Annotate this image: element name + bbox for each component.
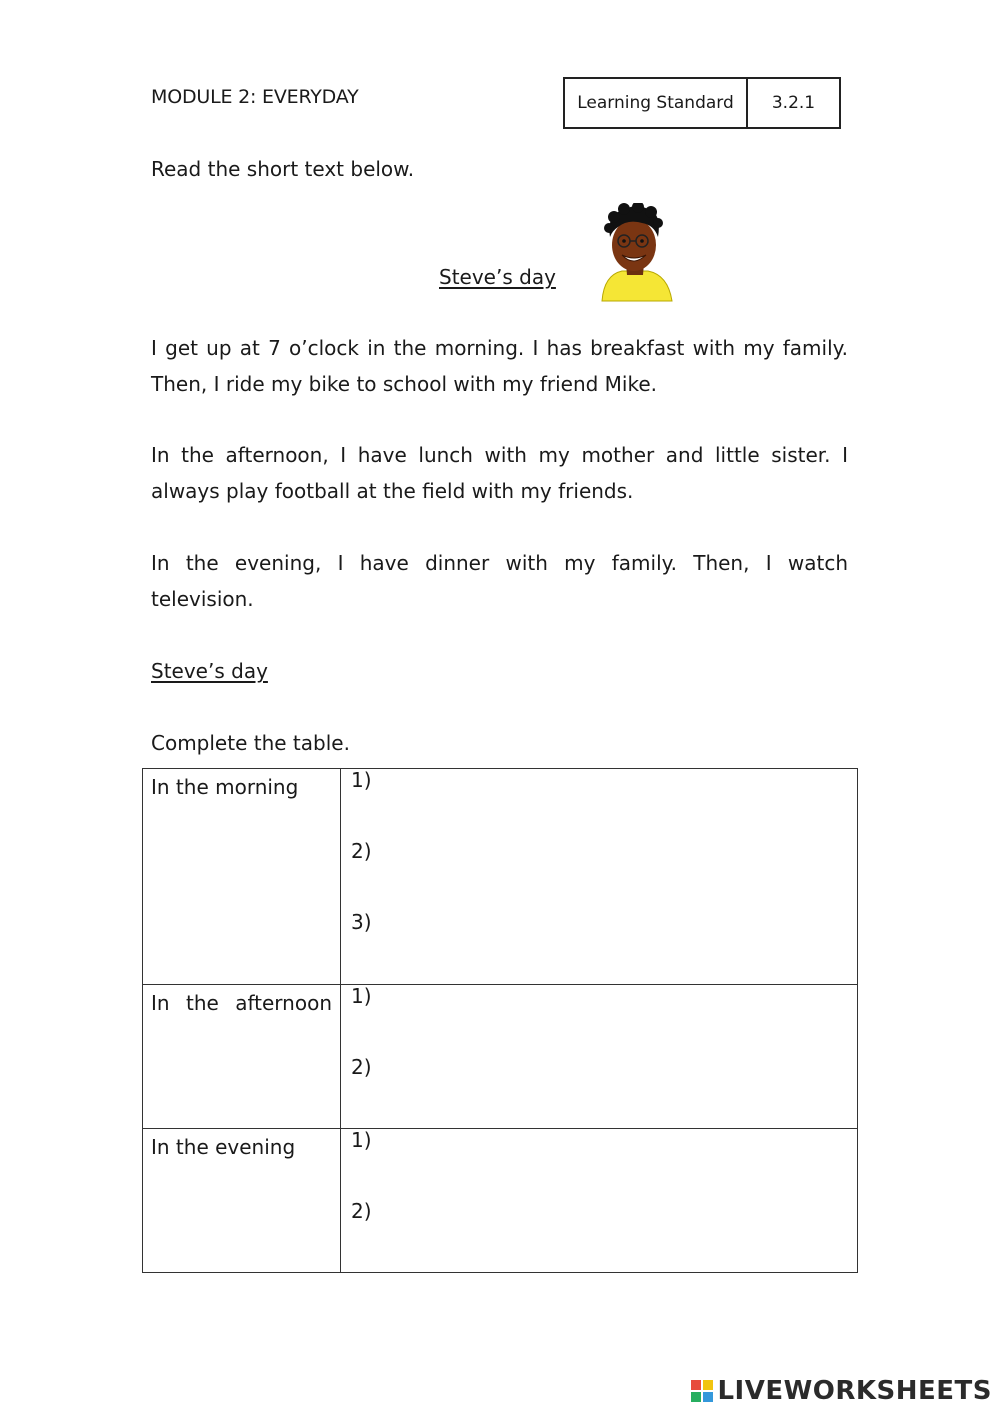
- story-paragraph-morning: I get up at 7 o’clock in the morning. I has breakfast with my family. Then, I ride my bike to school with my friend Mike.: [151, 336, 848, 396]
- liveworksheets-footer: [691, 1376, 992, 1406]
- answer-item: 1): [351, 984, 372, 1008]
- liveworksheets-brand: LIVEWORKSHEETS: [717, 1376, 992, 1406]
- answer-cell-afternoon[interactable]: [341, 985, 858, 1129]
- boy-avatar-illustration: [596, 203, 674, 303]
- story-title: Steve’s day: [439, 265, 556, 289]
- learning-standard-box: [563, 77, 841, 129]
- row-label-evening: In the evening: [143, 1129, 341, 1273]
- module-title: MODULE 2: EVERYDAY: [151, 86, 359, 108]
- reading-instruction: Read the short text below.: [151, 157, 415, 181]
- story-paragraph-evening: In the evening, I have dinner with my family. Then, I watch television.: [151, 551, 848, 611]
- exercise-subtitle: Steve’s day: [151, 659, 268, 683]
- liveworksheets-logo-icon: [691, 1380, 713, 1402]
- answer-item: 1): [351, 768, 372, 792]
- answer-table: [142, 768, 858, 1273]
- answer-cell-morning[interactable]: [341, 769, 858, 985]
- row-label-morning: In the morning: [143, 769, 341, 985]
- answer-cell-evening[interactable]: [341, 1129, 858, 1273]
- learning-standard-label: Learning Standard: [565, 79, 748, 127]
- answer-item: 2): [351, 1055, 372, 1079]
- answer-item: 1): [351, 1128, 372, 1152]
- row-label-afternoon: In the afternoon: [143, 985, 341, 1129]
- answer-item: 2): [351, 839, 372, 863]
- learning-standard-value: 3.2.1: [771, 93, 816, 113]
- exercise-instruction: Complete the table.: [151, 731, 350, 755]
- table-row: [143, 985, 858, 1129]
- answer-item: 3): [351, 910, 372, 934]
- answer-item: 2): [351, 1199, 372, 1223]
- table-row: [143, 1129, 858, 1273]
- story-paragraph-afternoon: In the afternoon, I have lunch with my mother and little sister. I always play football at the field with my friends.: [151, 443, 848, 503]
- table-row: [143, 769, 858, 985]
